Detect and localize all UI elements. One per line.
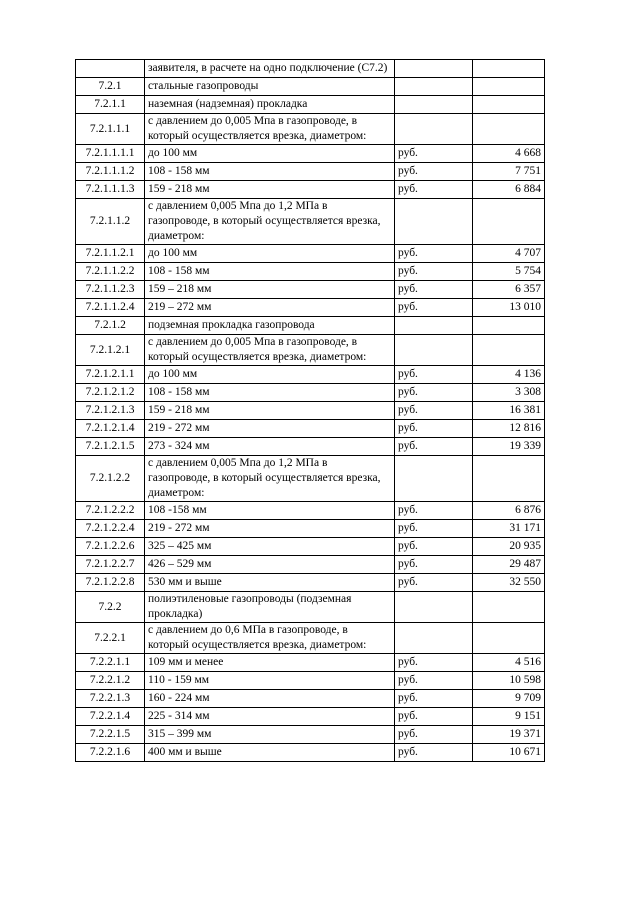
row-unit: руб. (395, 163, 473, 181)
row-unit: руб. (395, 502, 473, 520)
row-unit: руб. (395, 263, 473, 281)
row-description: 160 - 224 мм (145, 690, 395, 708)
row-description: до 100 мм (145, 366, 395, 384)
row-price: 3 308 (473, 384, 545, 402)
row-unit: руб. (395, 744, 473, 762)
row-description: 219 - 272 мм (145, 420, 395, 438)
row-unit: руб. (395, 402, 473, 420)
row-description: 108 - 158 мм (145, 163, 395, 181)
row-description: наземная (надземная) прокладка (145, 96, 395, 114)
row-unit: руб. (395, 245, 473, 263)
row-price: 16 381 (473, 402, 545, 420)
table-row (76, 556, 545, 574)
table-row (76, 163, 545, 181)
table-row (76, 574, 545, 592)
row-code: 7.2.1.2 (76, 317, 145, 335)
row-unit: руб. (395, 538, 473, 556)
row-code: 7.2.1.1.2.2 (76, 263, 145, 281)
row-code: 7.2.1.1.2 (76, 199, 145, 245)
row-description: стальные газопроводы (145, 78, 395, 96)
row-code: 7.2.1.1.2.1 (76, 245, 145, 263)
row-description: 159 – 218 мм (145, 281, 395, 299)
row-code: 7.2.1.1.2.3 (76, 281, 145, 299)
row-price: 13 010 (473, 299, 545, 317)
row-code: 7.2.1.2.2.2 (76, 502, 145, 520)
row-price (473, 592, 545, 623)
row-price: 9 151 (473, 708, 545, 726)
row-unit: руб. (395, 181, 473, 199)
table-row (76, 78, 545, 96)
row-price: 12 816 (473, 420, 545, 438)
row-code: 7.2.1.1 (76, 96, 145, 114)
row-code: 7.2.1.1.2.4 (76, 299, 145, 317)
row-description: с давлением до 0,005 Мпа в газопроводе, в который осуществляется врезка, диаметром: (145, 114, 395, 145)
row-code: 7.2.2.1.5 (76, 726, 145, 744)
row-price: 19 339 (473, 438, 545, 456)
row-description: 159 - 218 мм (145, 402, 395, 420)
row-description: с давлением до 0,005 Мпа в газопроводе, в который осуществляется врезка, диаметром: (145, 335, 395, 366)
row-code: 7.2.1.1.1.3 (76, 181, 145, 199)
row-price (473, 60, 545, 78)
row-unit (395, 592, 473, 623)
row-price (473, 78, 545, 96)
table-row (76, 502, 545, 520)
row-price (473, 623, 545, 654)
row-description: 108 - 158 мм (145, 384, 395, 402)
row-description: полиэтиленовые газопроводы (подземная прокладка) (145, 592, 395, 623)
row-description: 315 – 399 мм (145, 726, 395, 744)
row-code: 7.2.1 (76, 78, 145, 96)
row-unit: руб. (395, 708, 473, 726)
row-description: подземная прокладка газопровода (145, 317, 395, 335)
table-row (76, 114, 545, 145)
row-price (473, 199, 545, 245)
row-price: 6 884 (473, 181, 545, 199)
row-unit (395, 60, 473, 78)
row-code: 7.2.1.2.1.3 (76, 402, 145, 420)
row-description: с давлением 0,005 Мпа до 1,2 МПа в газопроводе, в который осуществляется врезка, диаметром: (145, 456, 395, 502)
row-unit: руб. (395, 438, 473, 456)
row-unit: руб. (395, 366, 473, 384)
table-row (76, 245, 545, 263)
row-price: 29 487 (473, 556, 545, 574)
table-row (76, 623, 545, 654)
row-code: 7.2.1.1.1.2 (76, 163, 145, 181)
table-row (76, 199, 545, 245)
row-code: 7.2.1.2.2.4 (76, 520, 145, 538)
table-row (76, 520, 545, 538)
row-unit: руб. (395, 281, 473, 299)
row-price: 4 668 (473, 145, 545, 163)
row-description: 159 - 218 мм (145, 181, 395, 199)
row-price (473, 96, 545, 114)
table-row (76, 690, 545, 708)
row-code: 7.2.1.2.1.1 (76, 366, 145, 384)
row-code: 7.2.2.1.2 (76, 672, 145, 690)
row-price (473, 317, 545, 335)
row-price (473, 456, 545, 502)
table-row (76, 145, 545, 163)
table-row (76, 96, 545, 114)
row-unit (395, 335, 473, 366)
row-unit (395, 199, 473, 245)
row-description: 108 -158 мм (145, 502, 395, 520)
table-row (76, 538, 545, 556)
row-code: 7.2.1.2.2.6 (76, 538, 145, 556)
row-unit (395, 623, 473, 654)
table-row (76, 744, 545, 762)
row-unit: руб. (395, 420, 473, 438)
table-row (76, 672, 545, 690)
row-code: 7.2.1.2.1.5 (76, 438, 145, 456)
row-description: 400 мм и выше (145, 744, 395, 762)
row-description: 110 - 159 мм (145, 672, 395, 690)
table-row (76, 420, 545, 438)
row-unit: руб. (395, 299, 473, 317)
row-description: с давлением 0,005 Мпа до 1,2 МПа в газопроводе, в который осуществляется врезка, диаметром: (145, 199, 395, 245)
row-code: 7.2.2.1.3 (76, 690, 145, 708)
row-code: 7.2.2.1 (76, 623, 145, 654)
row-price: 4 707 (473, 245, 545, 263)
tariff-table-body (76, 60, 545, 762)
table-row (76, 335, 545, 366)
row-price: 20 935 (473, 538, 545, 556)
row-description: 530 мм и выше (145, 574, 395, 592)
table-row (76, 456, 545, 502)
table-row (76, 263, 545, 281)
row-code: 7.2.1.2.1.2 (76, 384, 145, 402)
row-description: 219 - 272 мм (145, 520, 395, 538)
row-code: 7.2.2.1.6 (76, 744, 145, 762)
row-unit: руб. (395, 145, 473, 163)
row-unit (395, 96, 473, 114)
row-price (473, 335, 545, 366)
tariff-table (75, 59, 545, 762)
row-price: 4 136 (473, 366, 545, 384)
row-price: 19 371 (473, 726, 545, 744)
table-row (76, 592, 545, 623)
row-code: 7.2.1.1.1.1 (76, 145, 145, 163)
row-unit: руб. (395, 520, 473, 538)
row-code: 7.2.1.2.1.4 (76, 420, 145, 438)
row-unit: руб. (395, 384, 473, 402)
table-row (76, 299, 545, 317)
row-unit: руб. (395, 556, 473, 574)
row-unit: руб. (395, 654, 473, 672)
row-unit: руб. (395, 574, 473, 592)
row-price: 32 550 (473, 574, 545, 592)
row-description: 273 - 324 мм (145, 438, 395, 456)
row-code (76, 60, 145, 78)
table-row (76, 402, 545, 420)
table-row (76, 438, 545, 456)
row-price: 6 876 (473, 502, 545, 520)
row-description: с давлением до 0,6 МПа в газопроводе, в который осуществляется врезка, диаметром: (145, 623, 395, 654)
row-price: 7 751 (473, 163, 545, 181)
row-unit (395, 78, 473, 96)
table-row (76, 181, 545, 199)
row-price: 5 754 (473, 263, 545, 281)
row-code: 7.2.1.2.2.7 (76, 556, 145, 574)
row-description: 426 – 529 мм (145, 556, 395, 574)
table-row (76, 708, 545, 726)
row-code: 7.2.1.2.1 (76, 335, 145, 366)
row-price: 9 709 (473, 690, 545, 708)
row-price: 6 357 (473, 281, 545, 299)
table-row (76, 366, 545, 384)
row-price (473, 114, 545, 145)
table-row (76, 281, 545, 299)
table-row (76, 654, 545, 672)
row-description: 108 - 158 мм (145, 263, 395, 281)
row-unit: руб. (395, 690, 473, 708)
row-code: 7.2.1.2.2 (76, 456, 145, 502)
row-description: до 100 мм (145, 245, 395, 263)
row-description: заявителя, в расчете на одно подключение (С7.2) (145, 60, 395, 78)
table-row (76, 317, 545, 335)
row-unit (395, 114, 473, 145)
row-description: 325 – 425 мм (145, 538, 395, 556)
row-price: 4 516 (473, 654, 545, 672)
table-row (76, 384, 545, 402)
row-unit: руб. (395, 726, 473, 744)
row-unit (395, 456, 473, 502)
row-code: 7.2.2 (76, 592, 145, 623)
row-price: 10 598 (473, 672, 545, 690)
row-price: 10 671 (473, 744, 545, 762)
row-unit (395, 317, 473, 335)
row-code: 7.2.2.1.1 (76, 654, 145, 672)
row-description: до 100 мм (145, 145, 395, 163)
row-description: 109 мм и менее (145, 654, 395, 672)
row-code: 7.2.1.1.1 (76, 114, 145, 145)
row-code: 7.2.1.2.2.8 (76, 574, 145, 592)
row-description: 225 - 314 мм (145, 708, 395, 726)
row-code: 7.2.2.1.4 (76, 708, 145, 726)
row-price: 31 171 (473, 520, 545, 538)
table-row (76, 726, 545, 744)
row-description: 219 – 272 мм (145, 299, 395, 317)
row-unit: руб. (395, 672, 473, 690)
table-row (76, 60, 545, 78)
